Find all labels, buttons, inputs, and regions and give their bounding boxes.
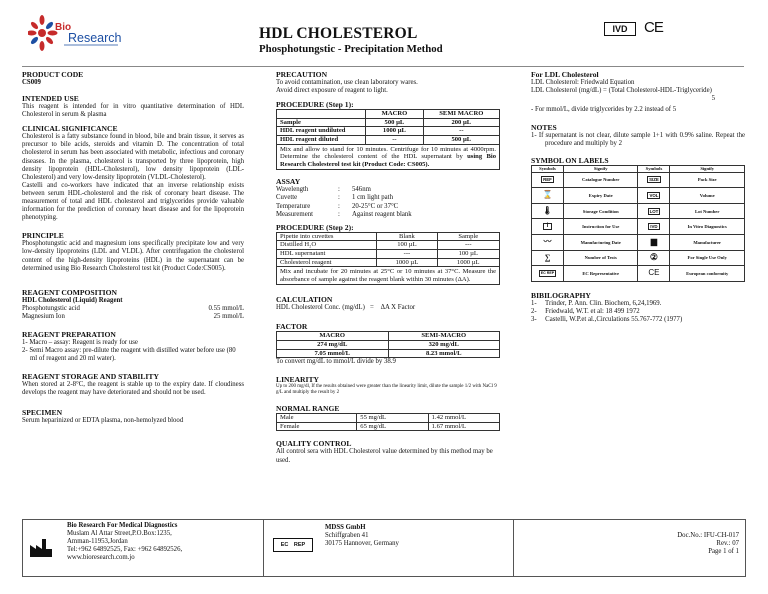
- number-of-tests-icon: ∑: [544, 252, 551, 262]
- assay-row: Cuvette : 1 cm light path: [276, 194, 393, 202]
- ldl-heading: For LDL Cholesterol: [531, 70, 599, 79]
- specimen-text: Serum heparinized or EDTA plasma, non-hemolyzed blood: [22, 417, 184, 425]
- table-row: Cholesterol reagent 1000 µL 1000 µL: [277, 258, 500, 267]
- storage-text: When stored at 2-8°C, the reagent is stable up to the expiry date. If cloudiness develops the reagent may have deteriorated and should not be used.: [22, 381, 244, 397]
- table-row: [277, 144, 500, 170]
- table-row: 🌡 Storage Condition LOT Lot Number: [532, 203, 745, 219]
- qc-heading: QUALITY CONTROL: [276, 439, 352, 449]
- table-row: HDL reagent undiluted 1000 µL --: [277, 127, 500, 136]
- intended-use-text: This reagent is intended for in vitro quantitative determination of HDL Cholesterol in serum & plasma: [22, 103, 244, 119]
- page-title: HDL CHOLESTEROL: [259, 25, 418, 42]
- table-row: [277, 267, 500, 285]
- biblio-item: 3- Castelli, W.P.et al.,Circulations 55.767-772 (1977): [531, 315, 683, 323]
- header-rule: [22, 66, 744, 67]
- manufacturer-block: [67, 522, 182, 562]
- qc-text: All control sera with HDL Cholesterol value determined by this method may be used.: [276, 448, 493, 464]
- ec-rep-icon: EC REP: [540, 270, 555, 275]
- doc-revision: Rev.: 07: [716, 540, 739, 548]
- notes-1: 1- If supernatant is not clear, dilute sample 1+1 with 0.9% saline. Repeat the procedure and multiply by 2: [531, 132, 745, 148]
- doc-info: [677, 532, 739, 556]
- factor-table: [276, 331, 500, 358]
- ldl-divisor: 5: [711, 95, 715, 103]
- ref-icon: REF: [543, 177, 552, 183]
- manufacturer-icon: ▆: [650, 237, 658, 247]
- ce-icon: CE: [648, 268, 660, 278]
- table-row: Pipette into cuvettes Blank Sample: [277, 232, 500, 241]
- factor-heading: FACTOR: [276, 322, 308, 332]
- table-cell: SEMI MACRO: [423, 110, 499, 119]
- storage-heading: REAGENT STORAGE AND STABILITY: [22, 372, 159, 382]
- company-address-1: Muslam Al Attar Street,P.O.Box:1235,: [67, 530, 172, 538]
- clinical-heading: CLINICAL SIGNIFICANCE: [22, 124, 118, 134]
- size-icon: SIZE: [649, 177, 659, 183]
- proc2-heading: PROCEDURE (Step 2):: [276, 222, 354, 232]
- clinical-text-2: Castelli and co-workers have indicated that an inverse relationship exists between serum HDL-cholesterol and the risk of coronary heart disease. The measurement of total and HDL cholesterol and triglycerides provide valuable information for the prediction of coronary heart disease and for the lipoprotein phenotyping.: [22, 181, 244, 222]
- logo: [28, 11, 120, 55]
- ec-rep-block: [325, 524, 399, 548]
- ldl-line-2: LDL Cholesterol (mg/dL) = (Total Cholesterol-HDL-Triglyceride): [531, 87, 712, 95]
- table-row: ∑ Number of Tests ② For Single Use Only: [532, 250, 745, 266]
- footer-divider: [263, 520, 264, 576]
- precaution-heading: PRECAUTION: [276, 70, 328, 79]
- reagent-prep-2: 2- Semi Macro assay: pre-dilute the reagent with distilled water before use (80 ml of reagent and 20 ml water).: [22, 347, 236, 363]
- reagent-row: Phosphotungstic acid 0.55 mmol/L: [22, 304, 244, 312]
- normal-range-table: [276, 413, 500, 431]
- table-row: HDL reagent diluted -- 500 µL: [277, 135, 500, 144]
- ec-rep-icon: EC REP: [273, 538, 313, 552]
- table-row: HDL supernatant --- 100 µL: [277, 249, 500, 258]
- ldl-line-1: LDL Cholesterol: Friedwald Equation: [531, 79, 635, 86]
- notes-heading: NOTES: [531, 123, 557, 133]
- footer-divider: [513, 520, 514, 576]
- intended-use-heading: INTENDED USE: [22, 94, 79, 104]
- table-row: ⌛ Expiry Date VOL Volume: [532, 188, 745, 204]
- table-row: REF Catalogue Number SIZE Pack Size: [532, 172, 745, 188]
- info-icon: i: [543, 223, 553, 230]
- table-row: EC REP EC Representative CE European conformity: [532, 266, 745, 282]
- left-column: [22, 70, 244, 426]
- vol-icon: VOL: [649, 192, 659, 198]
- company-website: www.bioresearch.com.jo: [67, 554, 135, 562]
- footer: [22, 519, 746, 577]
- reagent-comp-heading: REAGENT COMPOSITION: [22, 287, 118, 297]
- biblio-item: 2- Friedwald, W.T. et al: 18 499 1972: [531, 307, 640, 315]
- logo-research-text: Research: [68, 31, 122, 45]
- table-row: Symbols Signify Symbols Signify: [532, 165, 745, 172]
- assay-row: Temperature : 20-25°C or 37°C: [276, 202, 399, 210]
- assay-row: Wavelength : 546nm: [276, 186, 371, 194]
- page-subtitle: Phosphotungstic - Precipitation Method: [259, 43, 443, 55]
- symbols-heading: SYMBOL ON LABELS: [531, 155, 609, 165]
- table-row: Distilled H₂O 100 µL ---: [277, 241, 500, 250]
- manufacturing-date-icon: 〰: [543, 237, 552, 247]
- table-row: Female 65 mg/dL 1.67 mmol/L: [277, 422, 500, 431]
- assay-row: Measurement : Against reagent blank: [276, 210, 412, 218]
- middle-column: [276, 70, 500, 465]
- proc1-table: [276, 109, 500, 170]
- thermometer-icon: 🌡: [542, 206, 553, 216]
- logo-bio-text: Bio: [55, 22, 72, 33]
- company-name: Bio Research For Medical Diagnostics: [67, 522, 178, 529]
- specimen-heading: SPECIMEN: [22, 408, 63, 418]
- calc-heading: CALCULATION: [276, 295, 333, 305]
- single-use-icon: ②: [649, 251, 658, 262]
- assay-heading: ASSAY: [276, 177, 301, 187]
- company-phone: Tel:+962 64892525, Fax: +962 64892526,: [67, 546, 183, 554]
- linearity-text: Up to 200 mg/dl, If the results obtained were greater than the linearity limit, dilute the sample 1/2 with NaCl 9 g/L and multiply the result by 2: [276, 384, 497, 396]
- precaution-text-1: To avoid contamination, use clean laboratory wares.: [276, 79, 418, 86]
- table-cell: [277, 110, 366, 119]
- proc2-table: [276, 232, 500, 286]
- mdss-address-2: 30175 Hannover, Germany: [325, 540, 399, 548]
- ce-mark-icon: CE: [644, 19, 663, 36]
- doc-number: Doc.No.: IFU-CH-017: [677, 532, 739, 539]
- proc1-heading: PROCEDURE (Step 1):: [276, 100, 354, 110]
- proc1-note-bold: using Bio Research Cholesterol test kit (Product Code: CS005).: [280, 153, 496, 168]
- ldl-note: - For mmol/L, divide triglycerides by 2.2 instead of 5: [531, 106, 677, 114]
- product-code-heading: PRODUCT CODE: [22, 70, 84, 79]
- biblio-heading: BIBILOGRAPHY: [531, 290, 591, 300]
- proc1-note: Mix and allow to stand for 10 minutes. Centrifuge for 10 minutes at 4000rpm. Determine the cholesterol content of the HDL supernatant by: [280, 145, 496, 161]
- ivd-icon: IVD: [650, 224, 658, 230]
- table-row: 7.05 mmol/L 8.23 mmol/L: [277, 349, 500, 358]
- proc2-note: Mix and incubate for 20 minutes at 25°C or 10 minutes at 37°C. Measure the absorbance of sample against the reagent blank within 30 minutes (ΔA).: [277, 267, 500, 285]
- lot-icon: LOT: [649, 208, 659, 214]
- biblio-item: 1- Trinder, P. Ann. Clin. Biochem, 6,24,1969.: [531, 299, 662, 307]
- linearity-heading: LINEARITY: [276, 375, 320, 385]
- product-code-value: CS009: [22, 79, 41, 86]
- hourglass-icon: ⌛: [542, 190, 553, 200]
- company-address-2: Amman-11953,Jordan: [67, 538, 128, 546]
- factor-note: To convert mg/dL to mmol/L divide by 38.9: [276, 358, 396, 366]
- ivd-badge: IVD: [604, 22, 636, 36]
- table-cell: MACRO: [366, 110, 423, 119]
- table-row: Male 55 mg/dL 1.42 mmol/L: [277, 414, 500, 423]
- precaution-text-2: Avoid direct exposure of reagent to light.: [276, 87, 388, 95]
- clinical-text-1: Cholesterol is a fatty substance found in blood, bile and brain tissue, it serves as precursor to bile acids, steroids and vitamin D. The concentration of total cholesterol in serum has been associated with metabolic, infectious and coronary diseases. In the plasma, cholesterol is transported by three lipoprotein, high density lipoprotein (HDL-Cholesterol), low density lipoprotein (LDL-Cholesterol) and very low-density lipoprotein (VLDL-Cholesterol).: [22, 133, 244, 181]
- table-row: 274 mg/dL 320 mg/dL: [277, 340, 500, 349]
- principle-heading: PRINCIPLE: [22, 231, 64, 241]
- table-row: Sample 500 µL 200 µL: [277, 118, 500, 127]
- table-row: 〰 Manufacturing Date ▆ Manufacturer: [532, 234, 745, 250]
- principle-text: Phosphotungstic acid and magnesium ions specifically precipitate low and very low-density lipoproteins (LDL and VLDL). After centrifugation the cholesterol content of the high-density lipoproteins (HDL) in the supernatant can be determined using Bio Research Cholesterol test kit (Product Code:CS005).: [22, 240, 244, 272]
- mdss-address-1: Schiffgraben 41: [325, 532, 369, 540]
- normal-heading: NORMAL RANGE: [276, 404, 340, 414]
- symbols-table: [531, 165, 745, 282]
- doc-page: Page 1 of 1: [708, 548, 739, 556]
- reagent-comp-sub: HDL Cholesterol (Liquid) Reagent: [22, 296, 123, 304]
- table-row: i Instruction for Use IVD In Vitro Diagnostics: [532, 219, 745, 235]
- manufacturer-icon: [29, 536, 53, 558]
- mdss-name: MDSS GmbH: [325, 524, 366, 531]
- calc-text: HDL Cholesterol Conc. (mg/dL) = ΔA X Factor: [276, 304, 416, 312]
- reagent-prep-heading: REAGENT PREPARATION: [22, 329, 116, 339]
- right-column: [531, 70, 745, 324]
- table-row: MACRO SEMI-MACRO: [277, 332, 500, 341]
- reagent-prep-1: 1- Macro – assay: Reagent is ready for use: [22, 338, 138, 346]
- reagent-row: Magnesium Ion 25 mmol/L: [22, 312, 244, 320]
